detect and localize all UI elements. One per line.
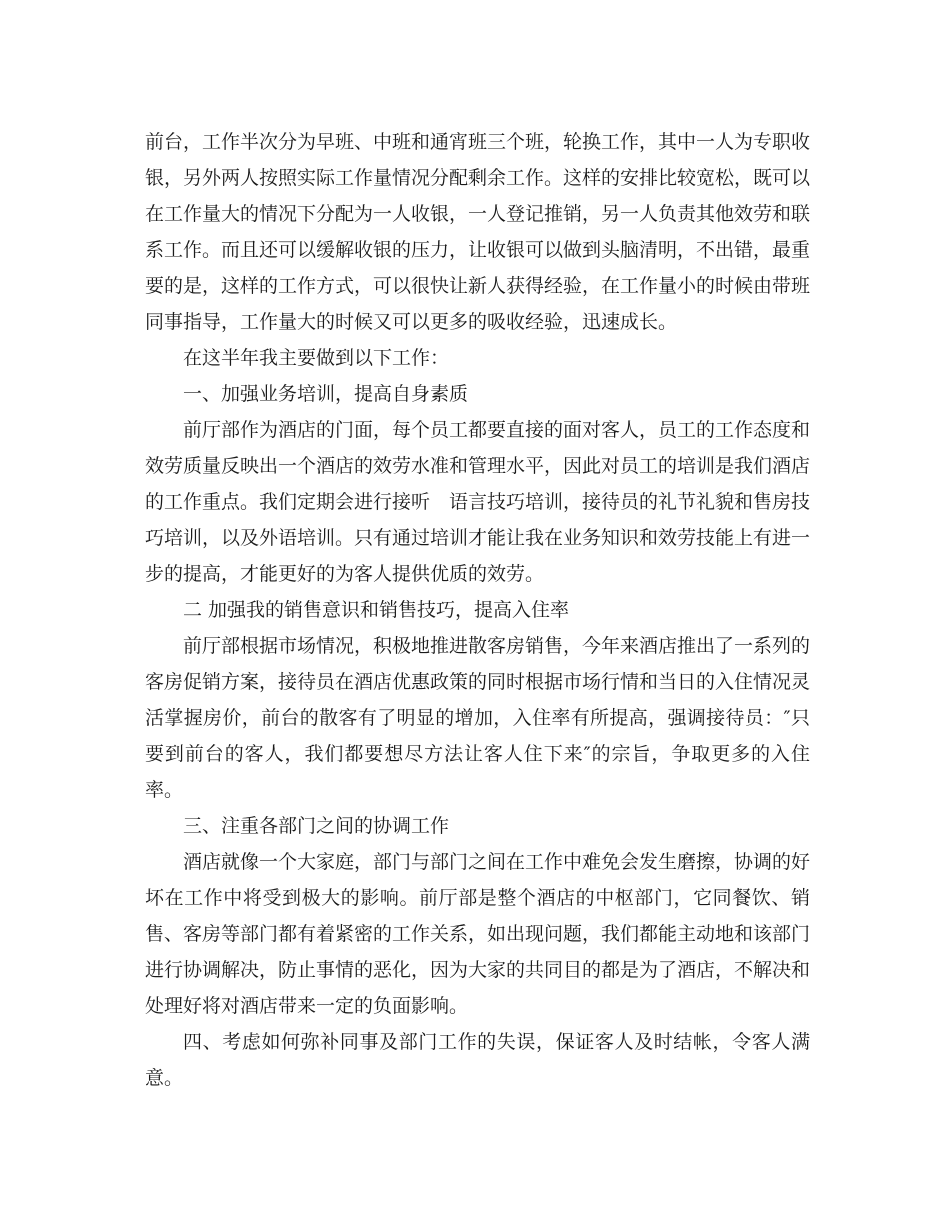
heading-mistakes: 四、考虑如何弥补同事及部门工作的失误，保证客人及时结帐，令客人满意。 [145,1031,810,1089]
paragraph-training: 前厅部作为酒店的门面，每个员工都要直接的面对客人，员工的工作态度和效劳质量反映出一个酒店的效劳水准和管理水平，因此对员工的培训是我们酒店的工作重点。我们定期会进行接听 语言技巧培训，接待员的礼节礼貌和售房技巧培训，以及外语培训。只有通过培训才能让我在业务知识和效劳技能上有进一步的提高，才能更好的为客人提供优质的效劳。 [145,419,811,585]
heading-training: 一、加强业务培训，提高自身素质 [183,383,469,405]
heading-coordination: 三、注重各部门之间的协调工作 [183,815,450,837]
paragraph-sales: 前厅部根据市场情况，积极地推进散客房销售，今年来酒店推出了一系列的客房促销方案，接待员在酒店优惠政策的同时根据市场行情和当日的入住情况灵活掌握房价，前台的散客有了明显的增加，入住率有所提高，强调接待员：″只要到前台的客人，我们都要想尽方法让客人住下来″的宗旨，争取更多的入住率。 [145,635,811,801]
paragraph-shift-arrangement: 前台，工作半次分为早班、中班和通宵班三个班，轮换工作，其中一人为专职收银，另外两人按照实际工作量情况分配剩余工作。这样的安排比较宽松，既可以在工作量大的情况下分配为一人收银，一人登记推销，另一人负责其他效劳和联系工作。而且还可以缓解收银的压力，让收银可以做到头脑清明，不出错，最重要的是，这样的工作方式，可以很快让新人获得经验，在工作量小的时候由带班同事指导，工作量大的时候又可以更多的吸收经验，迅速成长。 [145,131,811,333]
heading-sales: 二 加强我的销售意识和销售技巧，提高入住率 [183,599,570,621]
document-body [145,124,810,1096]
paragraph-work-intro: 在这半年我主要做到以下工作： [183,347,450,369]
paragraph-coordination: 酒店就像一个大家庭，部门与部门之间在工作中难免会发生磨擦，协调的好坏在工作中将受到极大的影响。前厅部是整个酒店的中枢部门，它同餐饮、销售、客房等部门都有着紧密的工作关系，如出现问题，我们都能主动地和该部门进行协调解决，防止事情的恶化，因为大家的共同目的都是为了酒店，不解决和处理好将对酒店带来一定的负面影响。 [145,851,811,1017]
